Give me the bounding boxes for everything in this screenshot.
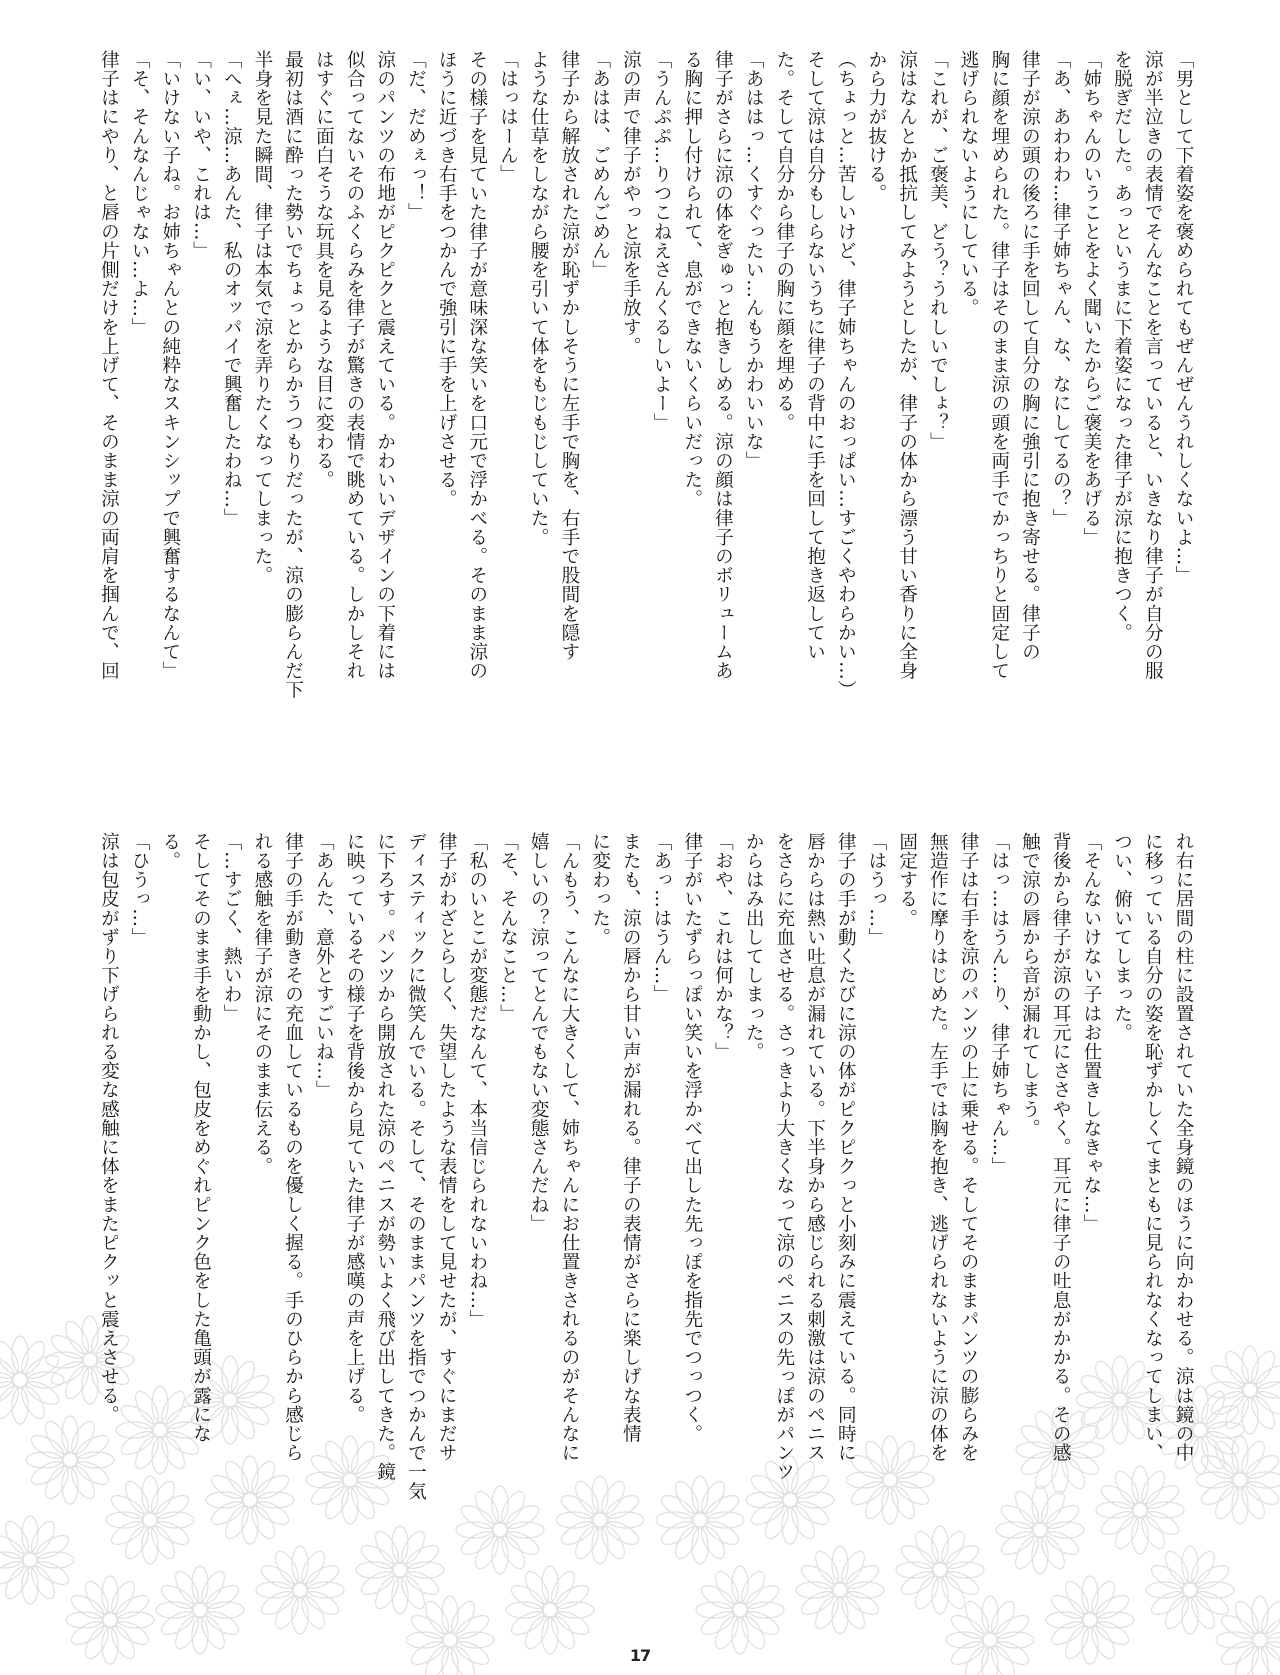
text-line: に映っているその様子を背後から見ていた律子が感嘆の声を上げる。 (344, 832, 366, 1425)
text-line: 「私のいとこが変態だなんて、本当信じられないわね…」 (466, 832, 488, 1329)
text-line: 涼はなんとか抵抗してみようとしたが、律子の体から漂う甘い香りに全身 (896, 50, 918, 681)
text-line: 律子が涼の頭の後ろに手を回して自分の胸に強引に抱き寄せる。律子の (1019, 50, 1041, 662)
text-line: 触で涼の唇から音が漏れてしまう。 (1019, 832, 1041, 1138)
text-line: れる感触を律子が涼にそのまま伝える。 (251, 832, 273, 1176)
text-line: 半身を見た瞬間、律子は本気で涼を弄りたくなってしまった。 (251, 50, 273, 585)
text-line: から力が抜ける。 (865, 50, 887, 203)
page-number: 17 (629, 1646, 651, 1665)
text-line: 涼のパンツの布地がピクピクと震えている。かわいいデザインの下着には (374, 50, 396, 681)
text-line: 唇からは熱い吐息が漏れている。下半身から感じられる刺激は涼のペニス (804, 832, 826, 1463)
text-line: 「姉ちゃんのいうことをよく聞いたからご褒美をあげる」 (1080, 50, 1102, 547)
text-line: 「あ、あわわわ…律子姉ちゃん、な、なにしてるの？」 (1050, 50, 1072, 528)
text-line: 「い、いや、これは…」 (190, 50, 212, 261)
text-line: 律子の手が動くたびに涼の体がピクピクっと小刻みに震えている。同時に (835, 832, 857, 1463)
text-line: ような仕草をしながら腰を引いて体をもじもじしていた。 (528, 50, 550, 547)
text-line: を脱ぎだした。あっというまに下着姿になった律子が涼に抱きつく。 (1111, 50, 1133, 643)
text-line: 律子はにやり、と唇の片側だけを上げて、そのまま涼の両肩を掴んで、回 (98, 50, 120, 681)
text-line: 「男として下着姿を褒められてもぜんぜんうれしくないよ…」 (1173, 50, 1194, 585)
text-line: 「だ、だめぇっ！」 (405, 50, 427, 222)
text-line: 「あはは、ごめんごめん」 (589, 50, 611, 280)
text-line: れ右に居間の柱に設置されていた全身鏡のほうに向かわせる。涼は鏡の中 (1173, 832, 1194, 1463)
text-line: 「はうっ…」 (865, 832, 887, 947)
text-line: 「あんた、意外とすごいね…」 (313, 832, 335, 1100)
text-line: に下ろす。パンツから開放された涼のペニスが勢いよく飛び出してきた。鏡 (374, 832, 396, 1482)
text-line: に移っている自分の姿を恥ずかしくてまともに見られなくなってしまい、 (1142, 832, 1164, 1463)
text-line: 最初は酒に酔った勢いでちょっとからかうつもりだったが、涼の膨らんだ下 (282, 50, 304, 700)
text-line: 「あっ…はうん…」 (651, 832, 673, 1004)
text-line: る。 (159, 832, 181, 871)
text-line: 「へぇ…涼…あんた、私のオッパイで興奮したわね…」 (221, 50, 243, 528)
text-line: 似合ってないそのふくらみを律子が驚きの表情で眺めている。しかしそれ (344, 50, 366, 681)
text-line: 「はっはーん」 (497, 50, 519, 184)
text-line: 「ひうっ…」 (129, 832, 151, 947)
text-line: 逃げられないようにしている。 (958, 50, 980, 318)
text-line: 「そ、そんなんじゃない…よ…」 (129, 50, 151, 337)
text-line: 固定する。 (896, 832, 918, 928)
text-line: 涼の声で律子がやっと涼を手放す。 (620, 50, 642, 356)
text-line: 無造作に摩りはじめた。左手では胸を抱き、逃げられないように涼の体を (927, 832, 949, 1463)
text-line: つい、俯いてしまった。 (1111, 832, 1133, 1043)
text-line: （ちょっと…苦しいけど、律子姉ちゃんのおっぱい…すごくやわらかい…） (835, 50, 857, 700)
text-line: はすぐに面白そうな玩具を見るような目に変わる。 (313, 50, 335, 490)
text-line: 律子がわざとらしく、失望したような表情をして見せたが、すぐにまだサ (436, 832, 458, 1463)
text-line: 胸に顔を埋められた。律子はそのまま涼の頭を両手でかっちりと固定して (988, 50, 1010, 681)
text-line: 「そんないけない子はお仕置きしなきゃな…」 (1080, 832, 1102, 1234)
text-line: 律子がさらに涼の体をぎゅっと抱きしめる。涼の顔は律子のボリュームあ (712, 50, 734, 681)
text-line: る胸に押し付けられて、息ができないくらいだった。 (681, 50, 703, 509)
text-line: 「はっ…はうん…り、律子姉ちゃん…」 (988, 832, 1010, 1176)
text-line: 背後から律子が涼の耳元にささやく。耳元に律子の吐息がかかる。その感 (1050, 832, 1072, 1463)
text-line: 「おや、これは何かな？」 (712, 832, 734, 1062)
bottom-text-block (93, 832, 1198, 1572)
text-line: 涼は包皮がずり下げられる変な感触に体をまたピクッと震えさせる。 (98, 832, 120, 1425)
text-line: からはみ出してしまった。 (743, 832, 765, 1062)
text-line: 「うんぷぷ…りつこねえさんくるしいよー」 (651, 50, 673, 432)
top-text-block (93, 50, 1198, 790)
text-line: 「んもう、こんなに大きくして、姉ちゃんにお仕置きされるのがそんなに (558, 832, 580, 1463)
text-line: その様子を見ていた律子が意味深な笑いを口元で浮かべる。そのまま涼の (466, 50, 488, 681)
text-line: ディスティックに微笑んでいる。そして、そのままパンツを指でつかんで一気 (405, 832, 427, 1501)
text-line: またも、涼の唇から甘い声が漏れる。律子の表情がさらに楽しげな表情 (620, 832, 642, 1444)
text-line: 「そ、そんなこと…」 (497, 832, 519, 1023)
text-line: に変わった。 (589, 832, 611, 947)
text-line: そして涼は自分もしらないうちに律子の背中に手を回して抱き返してい (804, 50, 826, 662)
text-line: た。そして自分から律子の胸に顔を埋める。 (773, 50, 795, 432)
text-line: 律子は右手を涼のパンツの上に乗せる。そしてそのままパンツの膨らみを (958, 832, 980, 1463)
text-line: 「いけない子ね。お姉ちゃんとの純粋なスキンシップで興奮するなんて」 (159, 50, 181, 681)
text-line: ほうに近づき右手をつかんで強引に手を上げさせる。 (436, 50, 458, 509)
text-line: をさらに充血させる。さっきより大きくなって涼のペニスの先っぽがパンツ (773, 832, 795, 1482)
text-line: 「これが、ご褒美、どう？うれしいでしょ？」 (927, 50, 949, 452)
text-line: 涼が半泣きの表情でそんなことを言っていると、いきなり律子が自分の服 (1142, 50, 1164, 681)
text-line: そしてそのまま手を動かし、包皮をめぐれピンク色をした亀頭が露にな (190, 832, 212, 1444)
text-line: 「…すごく、熱いわ」 (221, 832, 243, 1023)
text-line: 嬉しいの？涼ってとんでもない変態さんだね」 (528, 832, 550, 1234)
text-line: 律子がいたずらっぽい笑いを浮かべて出した先っぽを指先でつっつく。 (681, 832, 703, 1444)
text-line: 「あははっ…くすぐったい…んもうかわいいな」 (743, 50, 765, 471)
text-line: 律子から解放された涼が恥ずかしそうに左手で胸を、右手で股間を隠す (558, 50, 580, 662)
text-line: 律子の手が動きその充血しているものを優しく握る。手のひらから感じら (282, 832, 304, 1463)
